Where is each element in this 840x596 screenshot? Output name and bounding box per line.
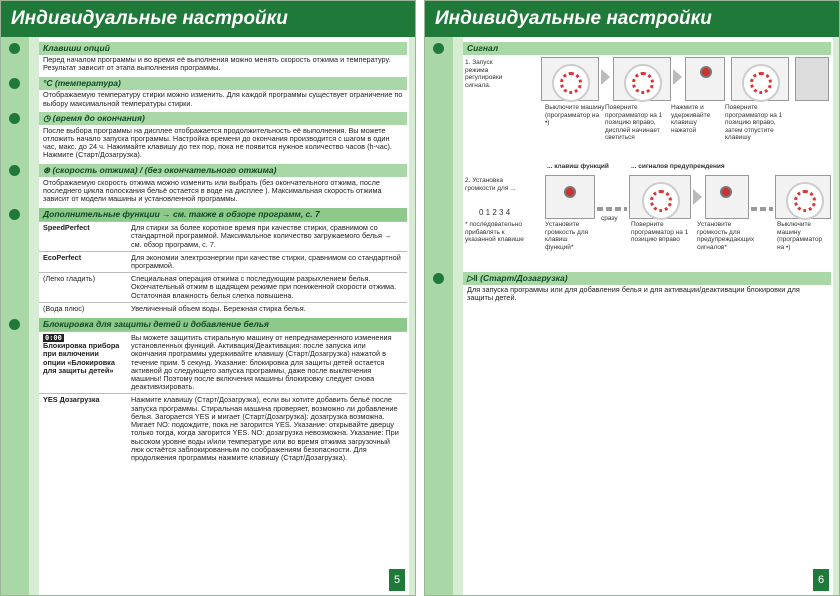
caption: сразу — [601, 215, 618, 222]
button-icon — [564, 186, 576, 198]
panel-illustration — [685, 57, 725, 101]
table-row — [39, 393, 407, 464]
option-name: SpeedPerfect — [43, 223, 90, 233]
caption: Установите громкость для предупреждающих сигналов* — [697, 221, 755, 251]
panel-illustration — [545, 175, 595, 219]
dial-icon — [742, 64, 780, 102]
caption: Поверните программатор на 1 позицию вправо, затем отпустите клавишу — [725, 104, 783, 141]
panel-illustration — [731, 57, 789, 101]
left-page — [0, 0, 416, 596]
caption: Поверните программатор на 1 позицию вправо, дисплей начинает светиться — [605, 104, 663, 141]
panel-illustration — [613, 57, 671, 101]
section-text: Перед началом программы и во время её выполнения можно менять скорость отжима и температуру. Результат зависит от этапа выполнения программы. — [43, 55, 391, 73]
lock-cell — [39, 332, 127, 393]
bullet-icon — [433, 43, 444, 54]
section-heading: Сигнал — [463, 42, 831, 55]
option-desc: Для экономии электроэнергии при качестве стирки, сравнимом со стандартной программой. — [131, 252, 401, 271]
dial-icon — [642, 182, 680, 220]
option-desc: Увеличенный объем воды. Бережная стирка белья. — [131, 303, 306, 313]
lock-text: Вы можете защитить стиральную машину от непреднамеренного изменения установленных функций. Активация/Деактивация: после запуска или окончания программы удерживайте клавишу (Старт/Дозагрузка) нажатой в течение прим. 5 секунд. Указание: блокировка для защиты детей остается активной до следующего запуска программы, даже после выключения машины! Поэтому после включения машины блокировку следует снова деактивизировать. — [131, 333, 392, 392]
table-row — [39, 272, 407, 302]
left-margin-bar-light — [29, 37, 39, 595]
option-name: EcoPerfect — [43, 252, 82, 262]
bullet-icon — [9, 319, 20, 330]
page-number: 5 — [389, 569, 405, 591]
section-text: Для запуска программы или для добавления белья и для активации/деактивации блокировки для защиты детей. — [467, 285, 800, 303]
yes-label: YES Дозагрузка — [43, 395, 100, 405]
panel-illustration — [541, 57, 599, 101]
panel-illustration — [795, 57, 829, 101]
lock-label: Блокировка прибора при включении опции «Блокировка для защиты детей» — [43, 341, 120, 375]
bullet-icon — [9, 43, 20, 54]
table-row — [39, 221, 407, 251]
section-heading: °C (температура) — [39, 77, 407, 90]
dial-icon — [786, 182, 824, 220]
button-icon — [700, 66, 712, 78]
section-heading: ◷ (время до окончания) — [39, 112, 407, 125]
arrow-icon — [673, 69, 682, 85]
gutter — [416, 0, 424, 596]
left-margin-bar-light — [453, 37, 463, 595]
section-heading: Блокировка для защиты детей и добавление белья — [39, 318, 407, 331]
option-desc: Для стирки за более короткое время при качестве стирки, сравнимом со стандартной программой. Максимальное количество загружаемого белья → см. обзор программ, с. 7. — [131, 223, 392, 249]
bullet-icon — [433, 273, 444, 284]
bullet-icon — [9, 78, 20, 89]
right-margin-strip — [409, 37, 415, 595]
left-margin-bar — [425, 37, 453, 595]
scale-note: * последовательно прибавлять к указанной клавише — [465, 221, 524, 243]
button-icon — [720, 186, 732, 198]
step2-text: 2. Установка громкости для ... — [465, 177, 516, 192]
section-text: Отображаемую температуру стирки можно изменить. Для каждой программы существует ограничение по выбору максимальной температуры стирки. — [43, 90, 403, 108]
table-row — [39, 302, 407, 315]
caption: Выключите машину (программатор на •) — [777, 221, 823, 251]
page-number: 6 — [813, 569, 829, 591]
label-keys: ... клавиш функций — [547, 163, 609, 170]
label-warnings: ... сигналов предупреждения — [631, 163, 725, 170]
section-heading: Клавиши опций — [39, 42, 407, 55]
panel-illustration — [705, 175, 749, 219]
section-heading: ⊛ (скорость отжима) / (без окончательного отжима) — [39, 164, 407, 177]
step1-text: 1. Запуск режима регулировки сигнала. — [465, 59, 503, 89]
display-icon: 0:00 — [45, 334, 62, 343]
caption: Нажмите и удерживайте клавишу нажатой — [671, 104, 711, 134]
section-heading: ▷‖ (Старт/Дозагрузка) — [463, 272, 831, 285]
yes-text: Нажмите клавишу (Старт/Дозагрузка), если вы хотите добавить бельё после запуска программы. Стиральная машина проверяет, возможно ли добавление белья. Загорается YES и мигает (Старт/Дозагрузка): дозагрузка возможна. Мигает NO: подождите, пока не загорится YES. Указание: открывайте дверцу только тогда, когда загорится YES. NO: дозагрузка невозможна. Указание: При высоком уровне воды и/или температуре или во время отжима загрузочный люк остаётся заблокированным по соображениям безопасности. Для продолжения программы нажмите клавишу (Старт/Дозагрузка). — [131, 395, 399, 462]
bullet-icon — [9, 209, 20, 220]
caption: Выключите машину (программатор на •) — [545, 104, 605, 126]
panel-illustration — [629, 175, 691, 219]
page-title: Индивидуальные настройки — [425, 1, 839, 37]
section-text: Отображаемую скорость отжима можно изменить или выбрать (без окончательного отжима, после последнего цикла полоскания бельё остается в воде на дисплее ). Максимальная скорость отжима зависит от модели машины и установленной программы. — [43, 177, 382, 204]
dial-icon — [552, 64, 590, 102]
caption: Установите громкость для клавиш функций* — [545, 221, 589, 251]
section-heading: Дополнительные функции → см. также в обзоре программ, с. 7 — [39, 208, 407, 221]
dial-icon — [624, 64, 662, 102]
option-name: (Легко гладить) — [43, 274, 96, 284]
arrow-icon — [693, 189, 702, 205]
option-name: (Вода плюс) — [43, 303, 85, 313]
volume-scale: 0 1 2 3 4 — [479, 208, 511, 217]
right-page — [424, 0, 840, 596]
page-title: Индивидуальные настройки — [1, 1, 415, 37]
table-row — [39, 331, 407, 393]
dashed-connector — [597, 207, 627, 211]
arrow-icon — [601, 69, 610, 85]
table-row — [39, 251, 407, 272]
section-text: После выбора программы на дисплее отображается продолжительность её выполнения. Вы можете отложить начало запуска программы. Настройка времени до окончания производится с шагом в один час, макс. до 24 ч. Нажимайте клавишу до тех пор, пока не появится нужное количество часов (h-час). Нажмите (Старт/Дозагрузка). — [43, 125, 392, 160]
option-desc: Специальная операция отжима с последующим разрыхлением белья. Окончательный отжим в щадящем режиме при пониженной скорости отжима. Остаточная влажность белья слегка повышена. — [131, 274, 397, 300]
panel-illustration — [775, 175, 831, 219]
caption: Поверните программатор на 1 позицию вправо — [631, 221, 689, 243]
right-margin-strip — [833, 37, 839, 595]
dashed-connector — [751, 207, 773, 211]
